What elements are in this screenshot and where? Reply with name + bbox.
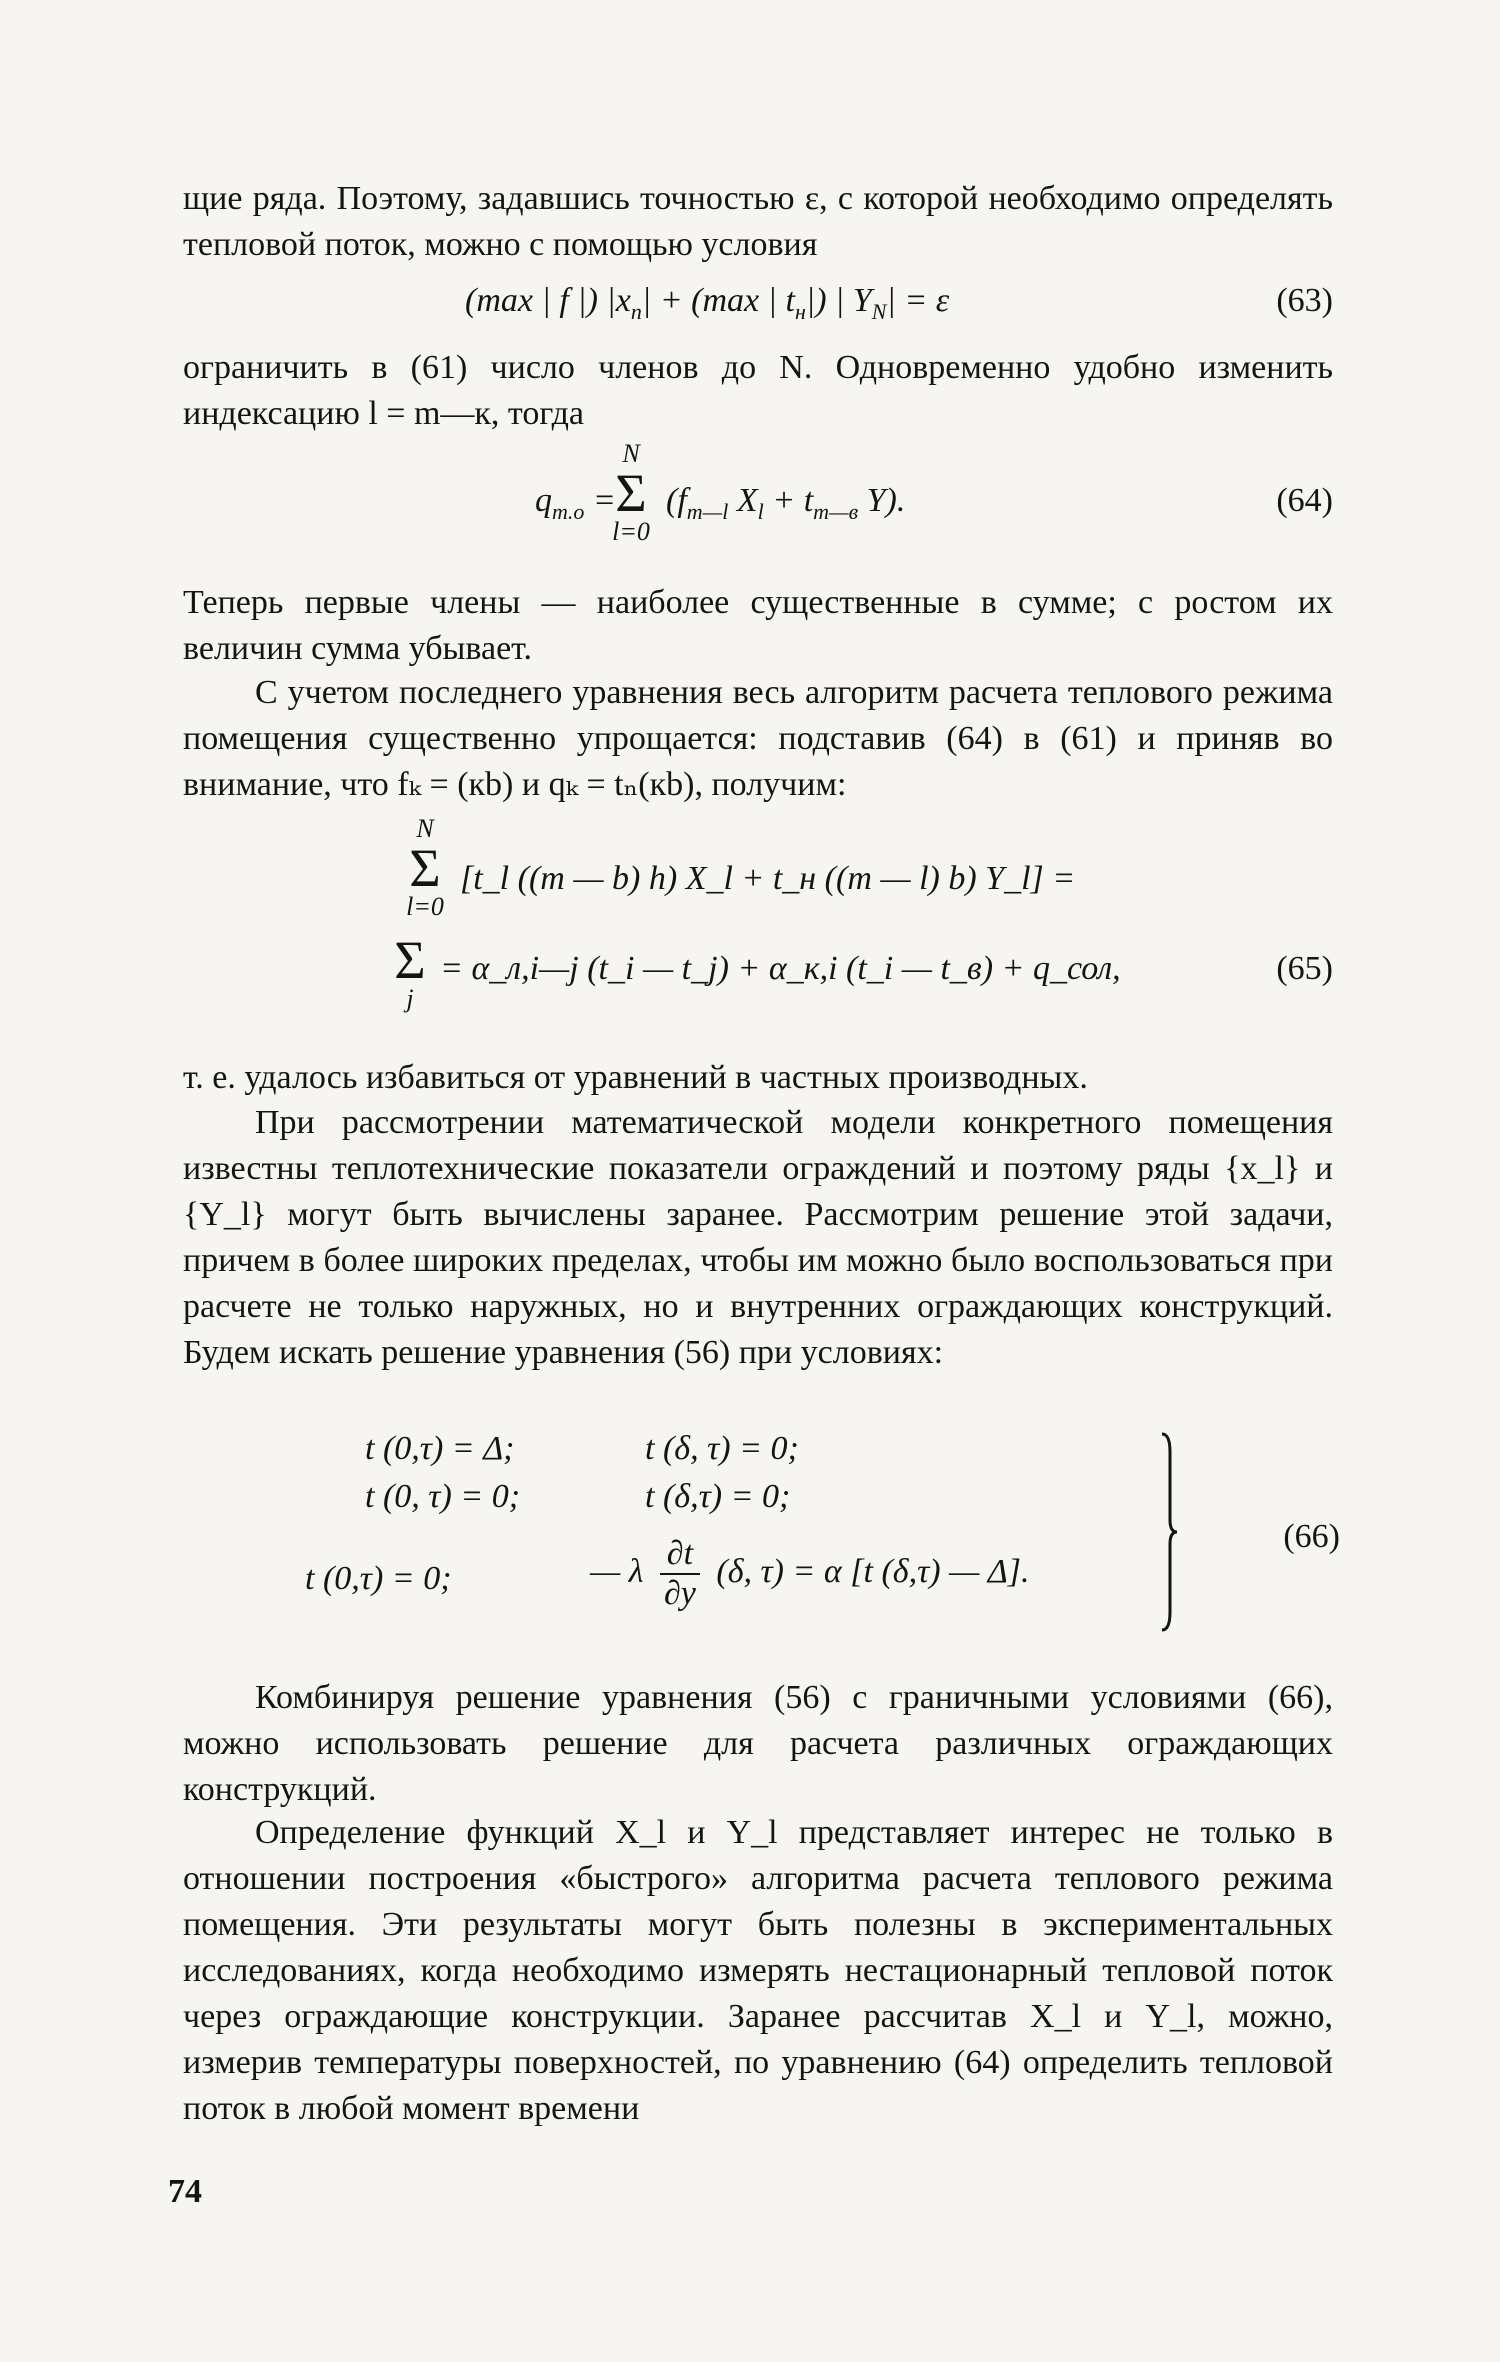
equation-64-body: ($f_{m—l}$ $X_l + t_{m—в}$ Y). (666, 482, 906, 524)
equation-65-line-2: = α_л,i—j (t_i — t_j) + α_к,i (t_i — t_в) + q_сол, (440, 950, 1121, 987)
partial-derivative-fraction: $\frac{\partial t}{\partial y}$ (660, 1535, 700, 1613)
paragraph-7: Комбинируя решение уравнения (56) с граничными условиями (66), можно использовать решение для расчета различных ограждающих конструкций. (183, 1679, 1333, 1808)
paragraph-6: При рассмотрении математической модели конкретного помещения известны теплотехнические показатели ограждений и поэтому ряды {x_l} и {Y_l} могут быть вычислены заранее. Рассмотрим решение этой задачи, причем в более широких пределах, чтобы им можно было воспользоваться при расчете не только наружных, но и внутренних ограждающих конструкций. Будем искать решение уравнения (56) при условиях: (183, 1104, 1333, 1371)
right-brace (1160, 1432, 1178, 1632)
sum-symbol-65b: Σ j (394, 930, 426, 1013)
condition-2-right: t (δ,τ) = 0; (645, 1478, 791, 1515)
sum-symbol-65a: N Σ l=0 (406, 814, 444, 921)
condition-1-left: t (0,τ) = Δ; (365, 1430, 515, 1467)
equation-64-number: (64) (1276, 482, 1333, 519)
paragraph-4: С учетом последнего уравнения весь алгоритм расчета теплового режима помещения существенно упрощается: подставив (64) в (61) и приняв во внимание, что fₖ = (кb) и qₖ = tₙ(кb), получим: (183, 674, 1333, 803)
equation-66-number: (66) (1283, 1518, 1340, 1555)
equation-63-number: (63) (1276, 282, 1333, 319)
equation-65-line-1: [t_l ((m — b) h) X_l + t_н ((m — l) b) Y_l] = (460, 860, 1076, 897)
sum-symbol-64: N Σ l=0 (612, 439, 650, 546)
paragraph-3: Теперь первые члены — наиболее существенные в сумме; с ростом их величин сумма убывает. (183, 584, 1333, 667)
equation-64-lhs: $q_{m.o}$ = (535, 482, 616, 524)
condition-1-right: t (δ, τ) = 0; (645, 1430, 799, 1467)
page-number: 74 (168, 2173, 202, 2210)
paragraph-2: ограничить в (61) число членов до N. Одновременно удобно изменить индексацию l = m—к, тогда (183, 349, 1333, 432)
paragraph-1: щие ряда. Поэтому, задавшись точностью ε, с которой необходимо определять тепловой поток, можно с помощью условия (183, 180, 1333, 263)
paragraph-5: т. е. удалось избавиться от уравнений в частных производных. (183, 1059, 1088, 1096)
condition-3-left: t (0,τ) = 0; (305, 1560, 452, 1597)
equation-63: (max | f |) $|x_п| + (\max$ | $t_н|$) | $Y_N| = \varepsilon$ (465, 282, 950, 324)
equation-65-number: (65) (1276, 950, 1333, 987)
paragraph-8: Определение функций X_l и Y_l представляет интерес не только в отношении построения «быстрого» алгоритма расчета теплового режима помещения. Эти результаты могут быть полезны в экспериментальных исследованиях, когда необходимо измерять нестационарный тепловой поток через ограждающие конструкции. Заранее рассчитав X_l и Y_l, можно, измерив температуры поверхностей, по уравнению (64) определить тепловой поток в любой момент времени (183, 1814, 1333, 2127)
condition-3-right: — λ $\frac{\partial t}{\partial y}$ (δ, τ) = α [t (δ,τ) — Δ]. (590, 1535, 1030, 1612)
condition-2-left: t (0, τ) = 0; (365, 1478, 521, 1515)
